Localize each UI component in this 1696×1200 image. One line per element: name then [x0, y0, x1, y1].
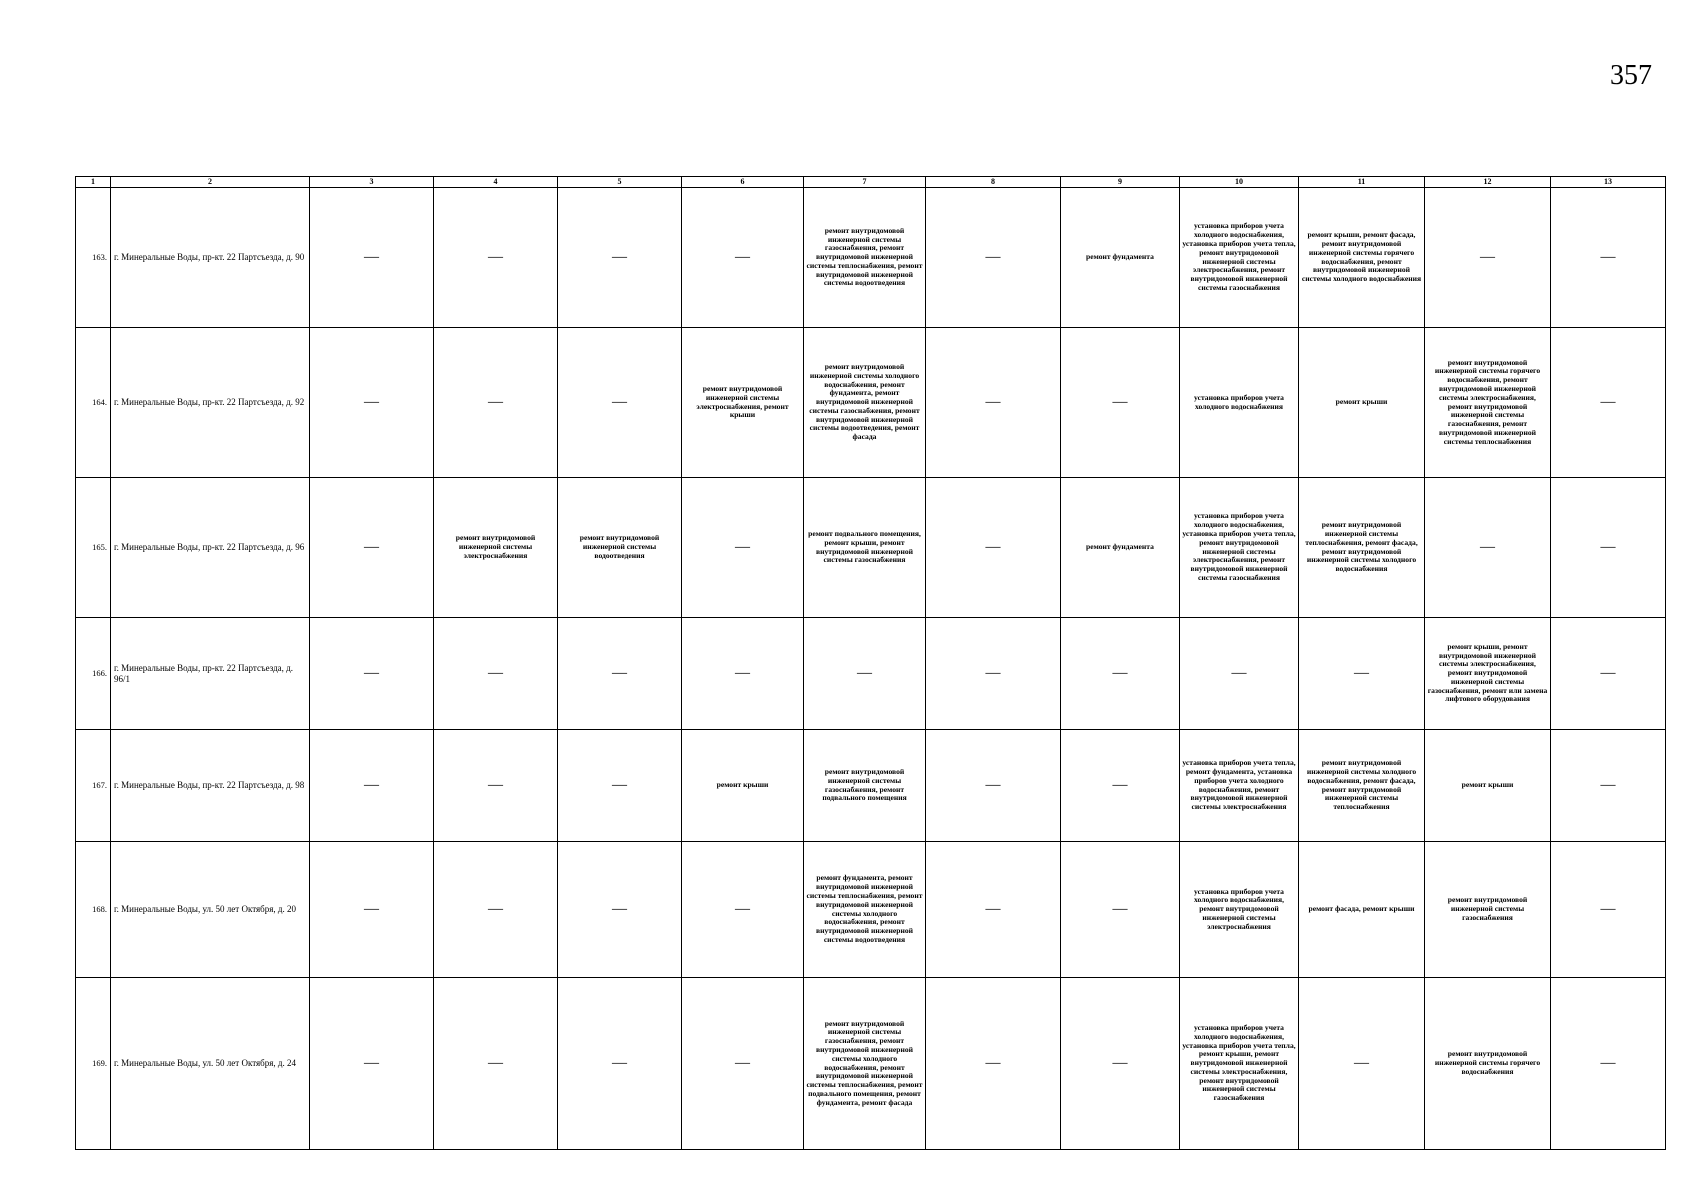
address-cell: г. Минеральные Воды, ул. 50 лет Октября, д. 20 — [111, 842, 310, 978]
row-number: 165. — [76, 478, 111, 618]
empty-cell-col-4 — [434, 618, 558, 730]
empty-cell-col-13 — [1551, 328, 1666, 478]
empty-cell-col-3 — [310, 618, 434, 730]
empty-cell-col-13 — [1551, 978, 1666, 1150]
dash-placeholder: — — [1480, 249, 1495, 265]
empty-cell-col-5 — [558, 730, 682, 842]
empty-cell-col-9 — [1061, 328, 1180, 478]
table-row — [76, 618, 1666, 730]
empty-cell-col-9 — [1061, 618, 1180, 730]
work-cell-col-10: установка приборов учета холодного водоснабжения, установка приборов учета тепла, ремонт внутридомовой инженерной системы электроснабжения, ремонт внутридомовой инженерной системы газоснабжения — [1180, 478, 1299, 618]
dash-placeholder: — — [488, 777, 503, 793]
dash-placeholder: — — [364, 1055, 379, 1071]
table-row — [76, 978, 1666, 1150]
work-cell-col-12: ремонт внутридомовой инженерной системы газоснабжения — [1425, 842, 1551, 978]
column-number-12: 12 — [1425, 177, 1551, 188]
work-cell-col-11: ремонт внутридомовой инженерной системы теплоснабжения, ремонт фасада, ремонт внутридомовой инженерной системы холодного водоснабжения — [1299, 478, 1425, 618]
dash-placeholder: — — [612, 1055, 627, 1071]
column-number-11: 11 — [1299, 177, 1425, 188]
dash-placeholder: — — [1480, 539, 1495, 555]
row-number: 163. — [76, 188, 111, 328]
address-cell: г. Минеральные Воды, пр-кт. 22 Партсъезда, д. 96/1 — [111, 618, 310, 730]
empty-cell-col-5 — [558, 618, 682, 730]
dash-placeholder: — — [612, 249, 627, 265]
work-cell-col-11: ремонт фасада, ремонт крыши — [1299, 842, 1425, 978]
empty-cell-col-11 — [1299, 978, 1425, 1150]
empty-cell-col-13 — [1551, 618, 1666, 730]
dash-placeholder: — — [1112, 1055, 1128, 1071]
empty-cell-col-9 — [1061, 842, 1180, 978]
empty-cell-col-13 — [1551, 842, 1666, 978]
dash-placeholder: — — [612, 394, 627, 410]
dash-placeholder: — — [1600, 1055, 1616, 1071]
table-row — [76, 730, 1666, 842]
dash-placeholder: — — [985, 901, 1001, 917]
dash-placeholder: — — [985, 249, 1001, 265]
repair-schedule-table-wrapper — [75, 176, 1665, 1150]
empty-cell-col-11 — [1299, 618, 1425, 730]
empty-cell-col-12 — [1425, 188, 1551, 328]
dash-placeholder: — — [985, 777, 1001, 793]
empty-cell-col-3 — [310, 978, 434, 1150]
empty-cell-col-6 — [682, 618, 804, 730]
dash-placeholder: — — [735, 539, 750, 555]
address-cell: г. Минеральные Воды, пр-кт. 22 Партсъезда, д. 92 — [111, 328, 310, 478]
empty-cell-col-4 — [434, 188, 558, 328]
work-cell-col-7: ремонт внутридомовой инженерной системы газоснабжения, ремонт внутридомовой инженерной системы теплоснабжения, ремонт внутридомовой инженерной системы водоотведения — [804, 188, 926, 328]
empty-cell-col-5 — [558, 188, 682, 328]
empty-cell-col-3 — [310, 478, 434, 618]
column-number-9: 9 — [1061, 177, 1180, 188]
table-body — [76, 177, 1666, 1150]
work-cell-col-11: ремонт крыши — [1299, 328, 1425, 478]
dash-placeholder: — — [364, 539, 379, 555]
dash-placeholder: — — [488, 1055, 503, 1071]
empty-cell-col-6 — [682, 478, 804, 618]
work-cell-col-6: ремонт крыши — [682, 730, 804, 842]
dash-placeholder: — — [1112, 901, 1128, 917]
row-number: 167. — [76, 730, 111, 842]
work-cell-col-12: ремонт внутридомовой инженерной системы горячего водоснабжения — [1425, 978, 1551, 1150]
empty-cell-col-13 — [1551, 730, 1666, 842]
work-cell-col-9: ремонт фундамента — [1061, 478, 1180, 618]
dash-placeholder: — — [612, 777, 627, 793]
address-cell: г. Минеральные Воды, пр-кт. 22 Партсъезда, д. 90 — [111, 188, 310, 328]
dash-placeholder: — — [364, 249, 379, 265]
dash-placeholder: — — [364, 665, 379, 681]
dash-placeholder: — — [1600, 665, 1616, 681]
dash-placeholder: — — [364, 901, 379, 917]
work-cell-col-7: ремонт внутридомовой инженерной системы газоснабжения, ремонт внутридомовой инженерной системы холодного водоснабжения, ремонт внутридомовой инженерной системы теплоснабжения, ремонт подвального помещения, ремонт фундамента, ремонт фасада — [804, 978, 926, 1150]
dash-placeholder: — — [985, 394, 1001, 410]
empty-cell-col-10 — [1180, 618, 1299, 730]
dash-placeholder: — — [735, 901, 750, 917]
dash-placeholder: — — [1600, 249, 1616, 265]
row-number: 166. — [76, 618, 111, 730]
column-number-13: 13 — [1551, 177, 1666, 188]
dash-placeholder: — — [985, 1055, 1001, 1071]
dash-placeholder: — — [1231, 665, 1247, 681]
dash-placeholder: — — [735, 665, 750, 681]
dash-placeholder: — — [1600, 539, 1616, 555]
work-cell-col-10: установка приборов учета холодного водоснабжения, установка приборов учета тепла, ремонт крыши, ремонт внутридомовой инженерной системы электроснабжения, ремонт внутридомовой инженерной системы газоснабжения — [1180, 978, 1299, 1150]
empty-cell-col-13 — [1551, 188, 1666, 328]
table-row — [76, 842, 1666, 978]
dash-placeholder: — — [1600, 901, 1616, 917]
work-cell-col-12: ремонт крыши — [1425, 730, 1551, 842]
work-cell-col-9: ремонт фундамента — [1061, 188, 1180, 328]
work-cell-col-12: ремонт внутридомовой инженерной системы горячего водоснабжения, ремонт внутридомовой инженерной системы электроснабжения, ремонт внутридомовой инженерной системы газоснабжения, ремонт внутридомовой инженерной системы теплоснабжения — [1425, 328, 1551, 478]
work-cell-col-10: установка приборов учета холодного водоснабжения, ремонт внутридомовой инженерной системы электроснабжения — [1180, 842, 1299, 978]
work-cell-col-7: ремонт внутридомовой инженерной системы холодного водоснабжения, ремонт фундамента, ремонт внутридомовой инженерной системы газоснабжения, ремонт внутридомовой инженерной системы водоотведения, ремонт фасада — [804, 328, 926, 478]
dash-placeholder: — — [1112, 394, 1128, 410]
table-row — [76, 478, 1666, 618]
empty-cell-col-3 — [310, 188, 434, 328]
dash-placeholder: — — [1354, 1055, 1369, 1071]
empty-cell-col-8 — [926, 978, 1061, 1150]
dash-placeholder: — — [1354, 665, 1369, 681]
table-row — [76, 188, 1666, 328]
empty-cell-col-3 — [310, 842, 434, 978]
work-cell-col-7: ремонт подвального помещения, ремонт крыши, ремонт внутридомовой инженерной системы газоснабжения — [804, 478, 926, 618]
empty-cell-col-12 — [1425, 478, 1551, 618]
row-number: 168. — [76, 842, 111, 978]
empty-cell-col-6 — [682, 842, 804, 978]
dash-placeholder: — — [735, 1055, 750, 1071]
column-number-3: 3 — [310, 177, 434, 188]
empty-cell-col-5 — [558, 978, 682, 1150]
dash-placeholder: — — [488, 249, 503, 265]
empty-cell-col-8 — [926, 842, 1061, 978]
empty-cell-col-8 — [926, 730, 1061, 842]
address-cell: г. Минеральные Воды, ул. 50 лет Октября, д. 24 — [111, 978, 310, 1150]
row-number: 169. — [76, 978, 111, 1150]
column-number-6: 6 — [682, 177, 804, 188]
column-number-4: 4 — [434, 177, 558, 188]
column-number-1: 1 — [76, 177, 111, 188]
dash-placeholder: — — [364, 777, 379, 793]
dash-placeholder: — — [1112, 665, 1128, 681]
empty-cell-col-3 — [310, 328, 434, 478]
empty-cell-col-4 — [434, 842, 558, 978]
empty-cell-col-6 — [682, 188, 804, 328]
empty-cell-col-4 — [434, 978, 558, 1150]
empty-cell-col-7 — [804, 618, 926, 730]
empty-cell-col-5 — [558, 842, 682, 978]
dash-placeholder: — — [488, 394, 503, 410]
empty-cell-col-6 — [682, 978, 804, 1150]
column-number-10: 10 — [1180, 177, 1299, 188]
address-cell: г. Минеральные Воды, пр-кт. 22 Партсъезда, д. 98 — [111, 730, 310, 842]
address-cell: г. Минеральные Воды, пр-кт. 22 Партсъезда, д. 96 — [111, 478, 310, 618]
empty-cell-col-13 — [1551, 478, 1666, 618]
empty-cell-col-9 — [1061, 730, 1180, 842]
work-cell-col-11: ремонт внутридомовой инженерной системы холодного водоснабжения, ремонт фасада, ремонт внутридомовой инженерной системы теплоснабжения — [1299, 730, 1425, 842]
dash-placeholder: — — [364, 394, 379, 410]
empty-cell-col-4 — [434, 328, 558, 478]
empty-cell-col-8 — [926, 478, 1061, 618]
work-cell-col-6: ремонт внутридомовой инженерной системы электроснабжения, ремонт крыши — [682, 328, 804, 478]
work-cell-col-11: ремонт крыши, ремонт фасада, ремонт внутридомовой инженерной системы горячего водоснабжения, ремонт внутридомовой инженерной системы холодного водоснабжения — [1299, 188, 1425, 328]
empty-cell-col-4 — [434, 730, 558, 842]
empty-cell-col-8 — [926, 328, 1061, 478]
work-cell-col-7: ремонт внутридомовой инженерной системы газоснабжения, ремонт подвального помещения — [804, 730, 926, 842]
dash-placeholder: — — [985, 665, 1001, 681]
empty-cell-col-3 — [310, 730, 434, 842]
work-cell-col-5: ремонт внутридомовой инженерной системы водоотведения — [558, 478, 682, 618]
work-cell-col-12: ремонт крыши, ремонт внутридомовой инженерной системы электроснабжения, ремонт внутридомовой инженерной системы газоснабжения, ремонт или замена лифтового оборудования — [1425, 618, 1551, 730]
empty-cell-col-9 — [1061, 978, 1180, 1150]
column-number-7: 7 — [804, 177, 926, 188]
dash-placeholder: — — [488, 665, 503, 681]
empty-cell-col-8 — [926, 188, 1061, 328]
dash-placeholder: — — [612, 665, 627, 681]
row-number: 164. — [76, 328, 111, 478]
work-cell-col-10: установка приборов учета тепла, ремонт фундамента, установка приборов учета холодного водоснабжения, ремонт внутридомовой инженерной системы электроснабжения — [1180, 730, 1299, 842]
column-number-row — [76, 177, 1666, 188]
repair-schedule-table — [75, 176, 1666, 1150]
page-number: 357 — [1610, 60, 1652, 91]
work-cell-col-7: ремонт фундамента, ремонт внутридомовой инженерной системы теплоснабжения, ремонт внутридомовой инженерной системы холодного водоснабжения, ремонт внутридомовой инженерной системы водоотведения — [804, 842, 926, 978]
dash-placeholder: — — [1112, 777, 1128, 793]
work-cell-col-10: установка приборов учета холодного водоснабжения, установка приборов учета тепла, ремонт внутридомовой инженерной системы электроснабжения, ремонт внутридомовой инженерной системы газоснабжения — [1180, 188, 1299, 328]
dash-placeholder: — — [985, 539, 1001, 555]
column-number-8: 8 — [926, 177, 1061, 188]
dash-placeholder: — — [1600, 777, 1616, 793]
dash-placeholder: — — [488, 901, 503, 917]
empty-cell-col-8 — [926, 618, 1061, 730]
dash-placeholder: — — [1600, 394, 1616, 410]
column-number-2: 2 — [111, 177, 310, 188]
dash-placeholder: — — [612, 901, 627, 917]
work-cell-col-4: ремонт внутридомовой инженерной системы электроснабжения — [434, 478, 558, 618]
empty-cell-col-5 — [558, 328, 682, 478]
work-cell-col-10: установка приборов учета холодного водоснабжения — [1180, 328, 1299, 478]
table-row — [76, 328, 1666, 478]
dash-placeholder: — — [735, 249, 750, 265]
dash-placeholder: — — [857, 665, 872, 681]
column-number-5: 5 — [558, 177, 682, 188]
